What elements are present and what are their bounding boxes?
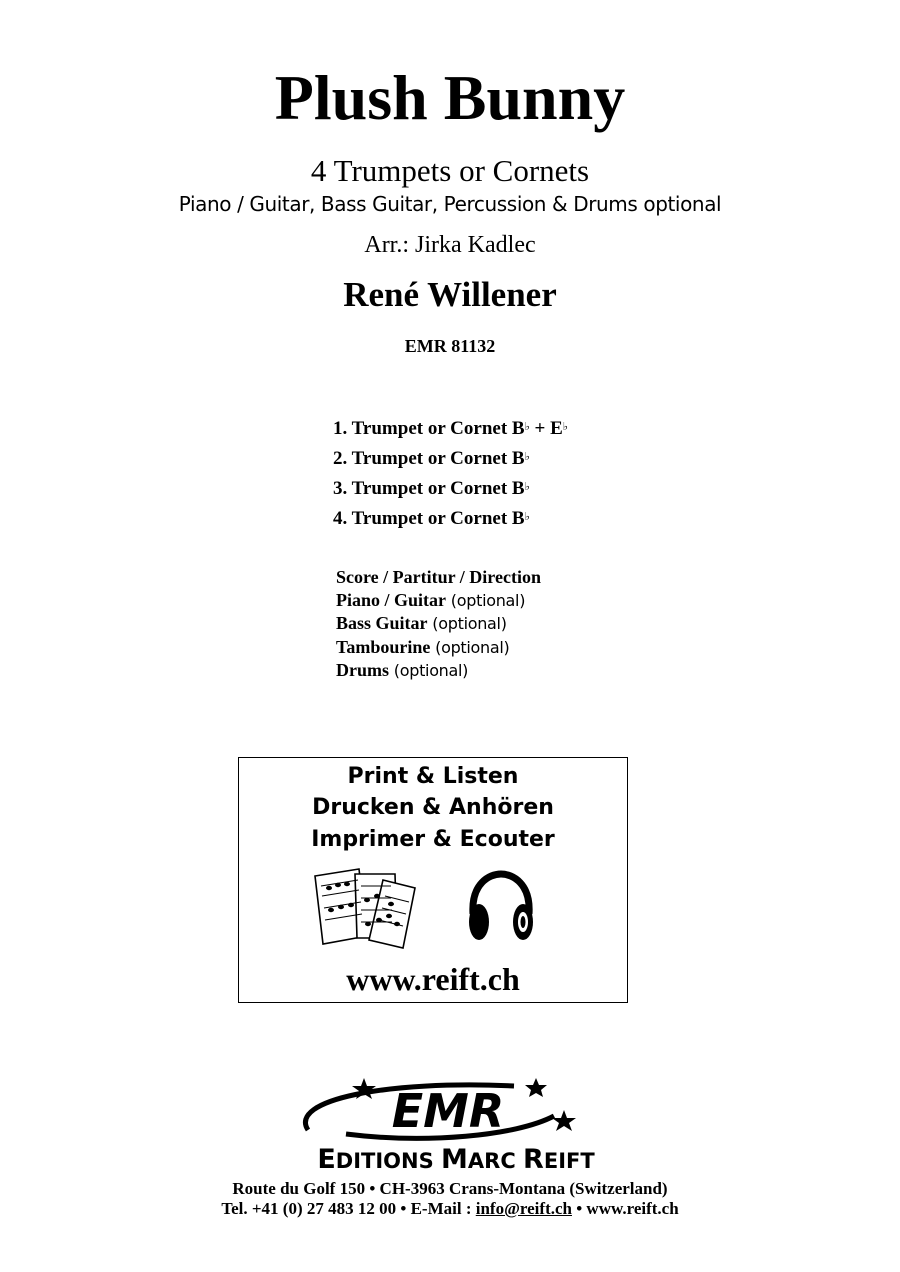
arranger: Arr.: Jirka Kadlec xyxy=(364,232,536,258)
promo-url[interactable]: www.reift.ch xyxy=(346,961,520,997)
logo-word: ARC xyxy=(467,1149,524,1172)
headphones-icon xyxy=(465,870,537,946)
logo-initial: E xyxy=(317,1144,336,1172)
extra-item: Piano / Guitar (optional) xyxy=(336,589,526,610)
page-title: Plush Bunny xyxy=(274,62,626,133)
footer-contact xyxy=(0,1198,900,1220)
part-item: 3. Trumpet or Cornet B♭ xyxy=(333,478,530,499)
footer-web[interactable]: • www.reift.ch xyxy=(571,1199,679,1218)
promo-line: Drucken & Anhören xyxy=(312,795,554,820)
logo-initial: R xyxy=(523,1144,544,1172)
part-item: 4. Trumpet or Cornet B♭ xyxy=(333,508,530,529)
logo-word: EIFT xyxy=(543,1149,595,1172)
part-item: 2. Trumpet or Cornet B♭ xyxy=(333,448,530,469)
print-listen-box xyxy=(238,757,628,1003)
promo-line: Print & Listen xyxy=(347,764,519,789)
logo-mark: EMR xyxy=(391,1084,505,1138)
logo-word: DITIONS xyxy=(335,1149,442,1172)
footer-phone: Tel. +41 (0) 27 483 12 00 • E-Mail : xyxy=(221,1199,476,1218)
catalog-number: EMR 81132 xyxy=(404,336,496,356)
part-item: 1. Trumpet or Cornet B♭ + E♭ xyxy=(333,418,568,439)
extras-list xyxy=(336,566,541,683)
email-link[interactable]: info@reift.ch xyxy=(475,1199,572,1218)
promo-line: Imprimer & Ecouter xyxy=(311,827,555,852)
composer: René Willener xyxy=(343,275,557,314)
extra-item: Tambourine (optional) xyxy=(336,636,510,657)
optional-instruments: Piano / Guitar, Bass Guitar, Percussion & Drums optional xyxy=(178,192,722,216)
emr-logo xyxy=(236,1072,676,1172)
logo-initial: M xyxy=(441,1144,468,1172)
parts-list xyxy=(333,414,568,534)
extra-item: Bass Guitar (optional) xyxy=(336,613,507,633)
footer-address: Route du Golf 150 • CH-3963 Crans-Montana (Switzerland) xyxy=(232,1179,668,1198)
extra-item: Score / Partitur / Direction xyxy=(336,567,541,587)
extra-item: Drums (optional) xyxy=(336,660,469,680)
svg-text:EDITIONS MARC REIFT xyxy=(317,1144,595,1172)
sheet-music-icon xyxy=(311,866,423,950)
instrumentation: 4 Trumpets or Cornets xyxy=(310,153,590,188)
